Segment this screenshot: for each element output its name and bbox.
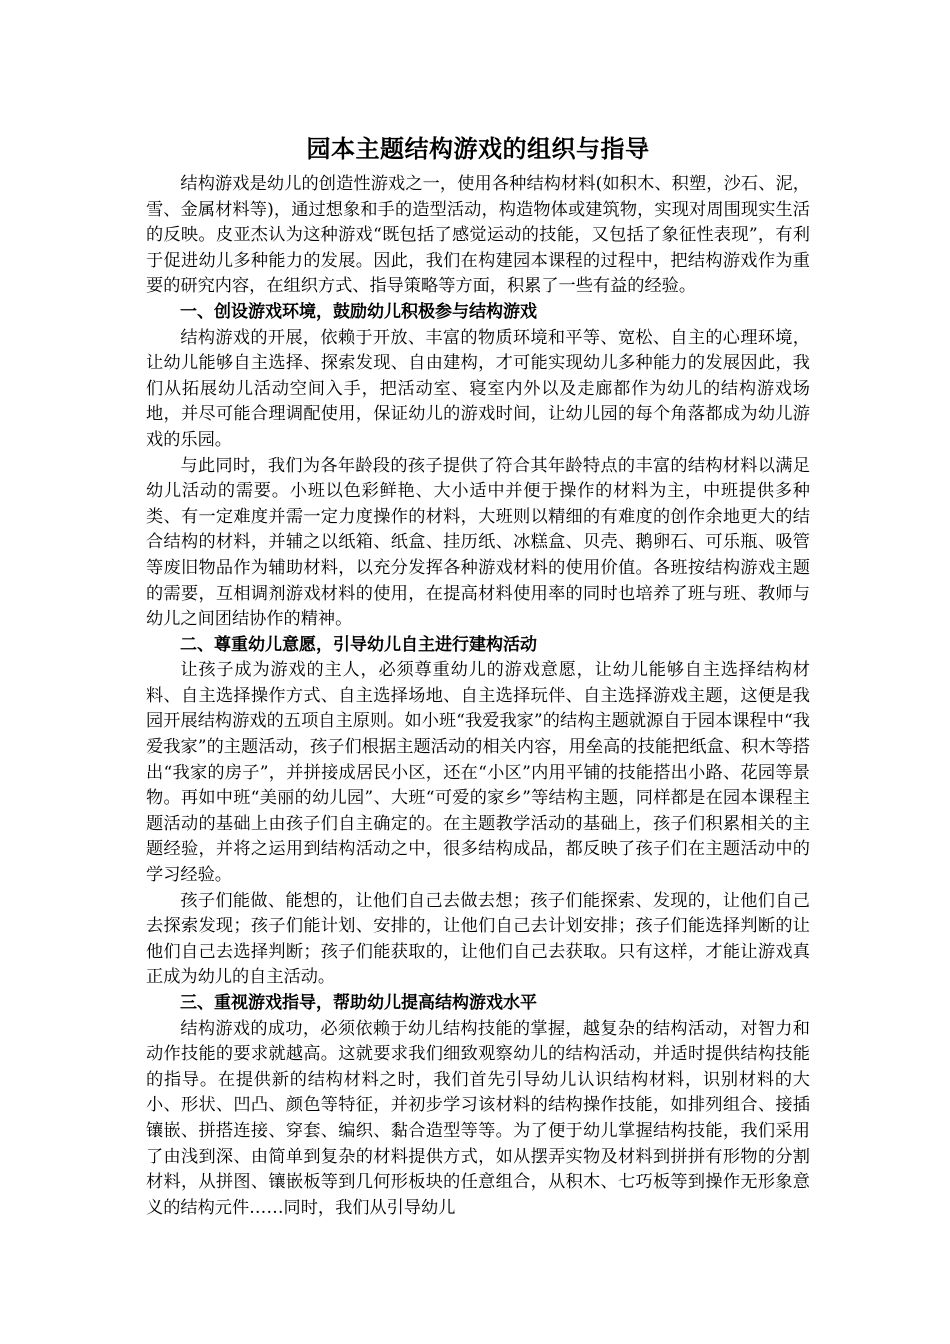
paragraph-materials: 与此同时，我们为各年龄段的孩子提供了符合其年龄特点的丰富的结构材料以满足幼儿活动的需要。小班以色彩鲜艳、大小适中并便于操作的材料为主，中班提供多种类、有一定难度并需一定力度操作的材料，大班则以精细的有难度的创作余地更大的结合结构的材料，并辅之以纸箱、纸盒、挂历纸、冰糕盒、贝壳、鹅卵石、可乐瓶、吸管等废旧物品作为辅助材料，以充分发挥各种游戏材料的使用价值。各班按结构游戏主题的需要，互相调剂游戏材料的使用，在提高材料使用率的同时也培养了班与班、教师与幼儿之间团结协作的精神。 — [146, 455, 810, 630]
section-heading-1: 一、创设游戏环境，鼓励幼儿积极参与结构游戏 — [180, 301, 537, 322]
paragraph-self-activity: 孩子们能做、能想的，让他们自己去做去想；孩子们能探索、发现的，让他们自己去探索发现；孩子们能计划、安排的，让他们自己去计划安排；孩子们能选择判断的让他们自己去选择判断；孩子们能获取的，让他们自己去获取。只有这样，才能让游戏真正成为幼儿的自主活动。 — [146, 890, 810, 988]
document-page — [146, 132, 810, 1221]
document-title: 园本主题结构游戏的组织与指导 — [306, 134, 650, 163]
paragraph-environment: 结构游戏的开展，依赖于开放、丰富的物质环境和平等、宽松、自主的心理环境，让幼儿能够自主选择、探索发现、自由建构，才可能实现幼儿多种能力的发展因此，我们从拓展幼儿活动空间入手，把活动室、寝室内外以及走廊都作为幼儿的结构游戏场地，并尽可能合理调配使用，保证幼儿的游戏时间，让幼儿园的每个角落都成为幼儿游戏的乐园。 — [146, 327, 810, 450]
paragraph-guidance: 结构游戏的成功，必须依赖于幼儿结构技能的掌握，越复杂的结构活动，对智力和动作技能的要求就越高。这就要求我们细致观察幼儿的结构活动，并适时提供结构技能的指导。在提供新的结构材料之时，我们首先引导幼儿认识结构材料，识别材料的大小、形状、凹凸、颜色等特征，并初步学习该材料的结构操作技能，如排列组合、接插镶嵌、拼搭连接、穿套、编织、黏合造型等等。为了便于幼儿掌握结构技能，我们采用了由浅到深、由简单到复杂的材料提供方式，如从摆弄实物及材料到拼拼有形物的分割材料，从拼图、镶嵌板等到几何形板块的任意组合，从积木、七巧板等到操作无形象意义的结构元件……同时，我们从引导幼儿 — [146, 1018, 810, 1218]
section-heading-3: 三、重视游戏指导，帮助幼儿提高结构游戏水平 — [180, 993, 537, 1013]
section-heading-2: 二、尊重幼儿意愿，引导幼儿自主进行建构活动 — [180, 634, 537, 655]
paragraph-intro: 结构游戏是幼儿的创造性游戏之一，使用各种结构材料(如积木、积塑，沙石、泥，雪、金属材料等)，通过想象和手的造型活动，构造物体或建筑物，实现对周围现实生活的反映。皮亚杰认为这种游戏“既包括了感觉运动的技能，又包括了象征性表现”，有利于促进幼儿多种能力的发展。因此，我们在构建园本课程的过程中，把结构游戏作为重要的研究内容，在组织方式、指导策略等方面，积累了一些有益的经验。 — [146, 174, 810, 297]
paragraph-autonomy: 让孩子成为游戏的主人，必须尊重幼儿的游戏意愿，让幼儿能够自主选择结构材料、自主选择操作方式、自主选择场地、自主选择玩伴、自主选择游戏主题，这便是我园开展结构游戏的五项自主原则。如小班“我爱我家”的结构主题就源自于园本课程中“我爱我家”的主题活动，孩子们根据主题活动的相关内容，用垒高的技能把纸盒、积木等搭出“我家的房子”，并拼接成居民小区，还在“小区”内用平铺的技能搭出小路、花园等景物。再如中班“美丽的幼儿园”、大班“可爱的家乡”等结构主题，同样都是在园本课程主题活动的基础上由孩子们自主确定的。在主题教学活动的基础上，孩子们积累相关的主题经验，并将之运用到结构活动之中，很多结构成品，都反映了孩子们在主题活动中的学习经验。 — [146, 660, 810, 886]
